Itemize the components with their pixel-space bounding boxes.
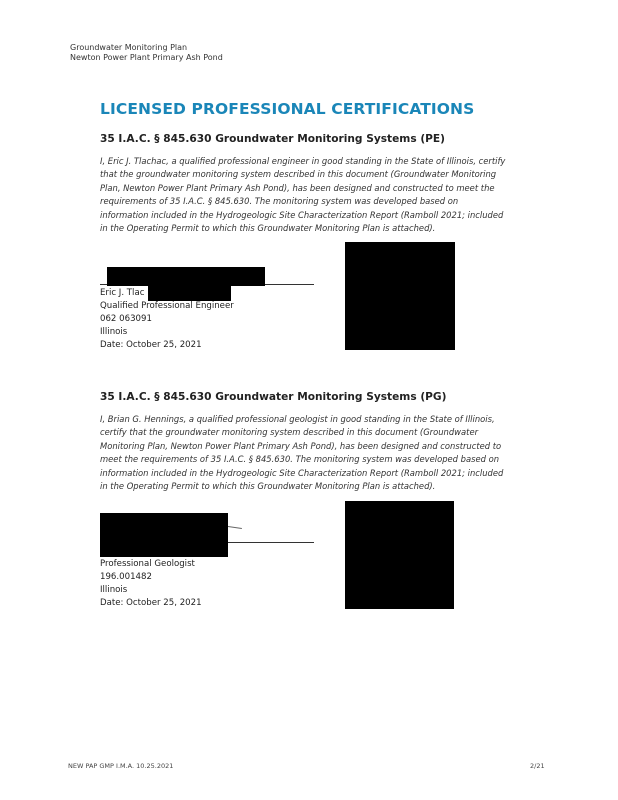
pe-paragraph-line: I, Eric J. Tlachac, a qualified professional engineer in good standing in the State of Illinois, certify: [100, 156, 506, 166]
pg-seal-redaction: [345, 501, 454, 609]
pe-license-number: 062 063091: [100, 314, 152, 324]
pg-paragraph-line: I, Brian G. Hennings, a qualified professional geologist in good standing in the State of Illinois,: [100, 414, 495, 424]
pe-section-heading: 35 I.A.C. § 845.630 Groundwater Monitoring Systems (PE): [100, 133, 446, 145]
pg-license-number: 196.001482: [100, 572, 152, 582]
footer-document-code: NEW PAP GMP I.M.A. 10.25.2021: [68, 762, 174, 770]
pg-paragraph-line: in the Operating Permit to which this Groundwater Monitoring Plan is attached).: [100, 481, 436, 492]
pe-name-redaction: [148, 285, 231, 301]
pe-paragraph-line: in the Operating Permit to which this Groundwater Monitoring Plan is attached).: [100, 223, 436, 234]
header-site-name: Newton Power Plant Primary Ash Pond: [70, 53, 223, 62]
pg-paragraph-line: Monitoring Plan, Newton Power Plant Primary Ash Pond), has been designed and constructed to: [100, 440, 502, 451]
pe-signature-redaction: [107, 267, 265, 286]
pg-paragraph-line: information included in the Hydrogeologic Site Characterization Report (Ramboll 2021; included: [100, 467, 504, 478]
pe-seal-redaction: [345, 242, 455, 350]
pg-paragraph-line: certify that the groundwater monitoring system described in this document (Groundwater: [100, 427, 479, 438]
pe-paragraph-line: Plan, Newton Power Plant Primary Ash Pond), has been designed and constructed to meet the: [100, 182, 495, 193]
pe-paragraph-line: requirements of 35 I.A.C. § 845.630. The monitoring system was developed based on: [100, 196, 459, 207]
pe-certification-paragraph: [100, 155, 540, 235]
pg-signature-block: [100, 558, 202, 610]
pg-date: Date: October 25, 2021: [100, 598, 202, 608]
pg-signer-role: Professional Geologist: [100, 559, 195, 569]
pg-paragraph-line: meet the requirements of 35 I.A.C. § 845.630. The monitoring system was developed based on: [100, 454, 500, 465]
pe-paragraph-line: information included in the Hydrogeologic Site Characterization Report (Ramboll 2021; included: [100, 209, 504, 220]
pe-state: Illinois: [100, 327, 128, 337]
pg-state: Illinois: [100, 585, 128, 595]
footer-page-number: 2/21: [530, 762, 545, 770]
pg-certification-paragraph: [100, 413, 540, 493]
header-document-title: Groundwater Monitoring Plan: [70, 43, 188, 52]
pe-signer-role: Qualified Professional Engineer: [100, 301, 234, 311]
pg-signature-redaction: [100, 513, 228, 557]
pe-paragraph-line: that the groundwater monitoring system described in this document (Groundwater Monitoring: [100, 169, 497, 180]
pe-date: Date: October 25, 2021: [100, 340, 202, 350]
page-title: LICENSED PROFESSIONAL CERTIFICATIONS: [100, 100, 475, 118]
pg-signature-stroke: [228, 526, 242, 529]
pg-section-heading: 35 I.A.C. § 845.630 Groundwater Monitoring Systems (PG): [100, 391, 447, 403]
pe-signer-name: Eric J. Tlac: [100, 288, 145, 298]
page-header: [70, 43, 223, 63]
